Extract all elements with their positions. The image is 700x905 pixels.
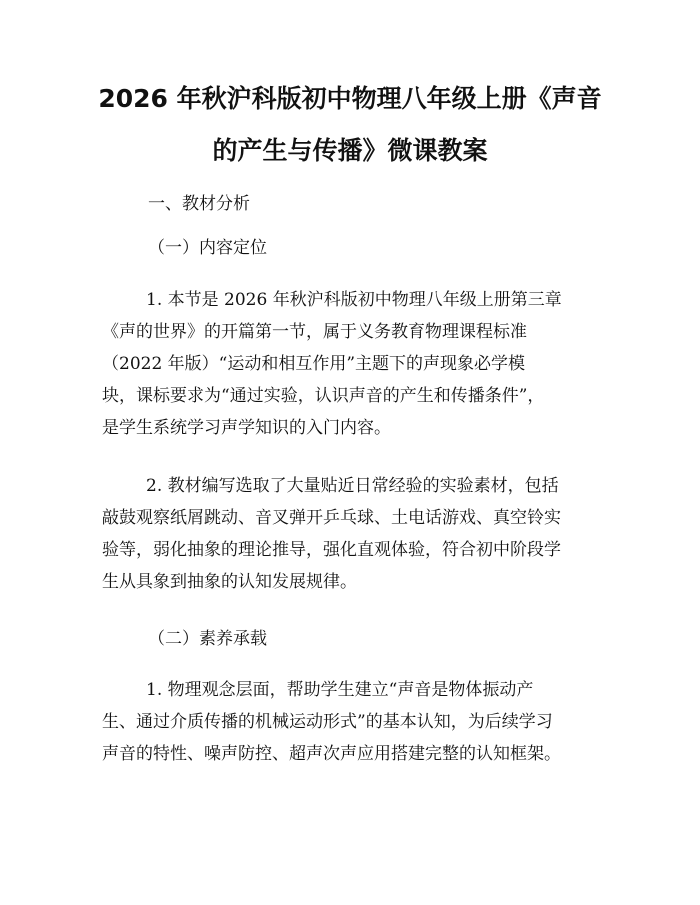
paragraph-line: 生、通过介质传播的机械运动形式”的基本认知，为后续学习 — [102, 712, 553, 732]
paragraph-line: 是学生系统学习声学知识的入门内容。 — [102, 418, 391, 438]
paragraph-line: 1. 物理观念层面，帮助学生建立“声音是物体振动产 — [146, 680, 534, 700]
paragraph-line: 生从具象到抽象的认知发展规律。 — [102, 572, 357, 592]
paragraph-line: 敲鼓观察纸屑跳动、音叉弹开乒乓球、土电话游戏、真空铃实 — [102, 508, 561, 528]
paragraph-line: 1. 本节是 2026 年秋沪科版初中物理八年级上册第三章 — [146, 290, 562, 310]
subsection-heading-competency-bearing: （二）素养承载 — [148, 629, 267, 649]
paragraph-line: 块，课标要求为“通过实验，认识声音的产生和传播条件”， — [102, 386, 545, 406]
paragraph-line: 验等，弱化抽象的理论推导，强化直观体验，符合初中阶段学 — [102, 540, 561, 560]
document-title-line-2: 的产生与传播》微课教案 — [212, 136, 488, 165]
paragraph-line: 声音的特性、噪声防控、超声次声应用搭建完整的认知框架。 — [102, 744, 561, 764]
paragraph-line: 2. 教材编写选取了大量贴近日常经验的实验素材，包括 — [146, 476, 559, 496]
section-heading-teaching-material-analysis: 一、教材分析 — [148, 194, 250, 214]
document-title-line-1: 2026 年秋沪科版初中物理八年级上册《声音 — [98, 84, 602, 113]
paragraph-line: （2022 年版）“运动和相互作用”主题下的声现象必学模 — [102, 354, 526, 374]
paragraph-line: 《声的世界》的开篇第一节，属于义务教育物理课程标准 — [102, 322, 527, 342]
subsection-heading-content-positioning: （一）内容定位 — [148, 238, 267, 258]
